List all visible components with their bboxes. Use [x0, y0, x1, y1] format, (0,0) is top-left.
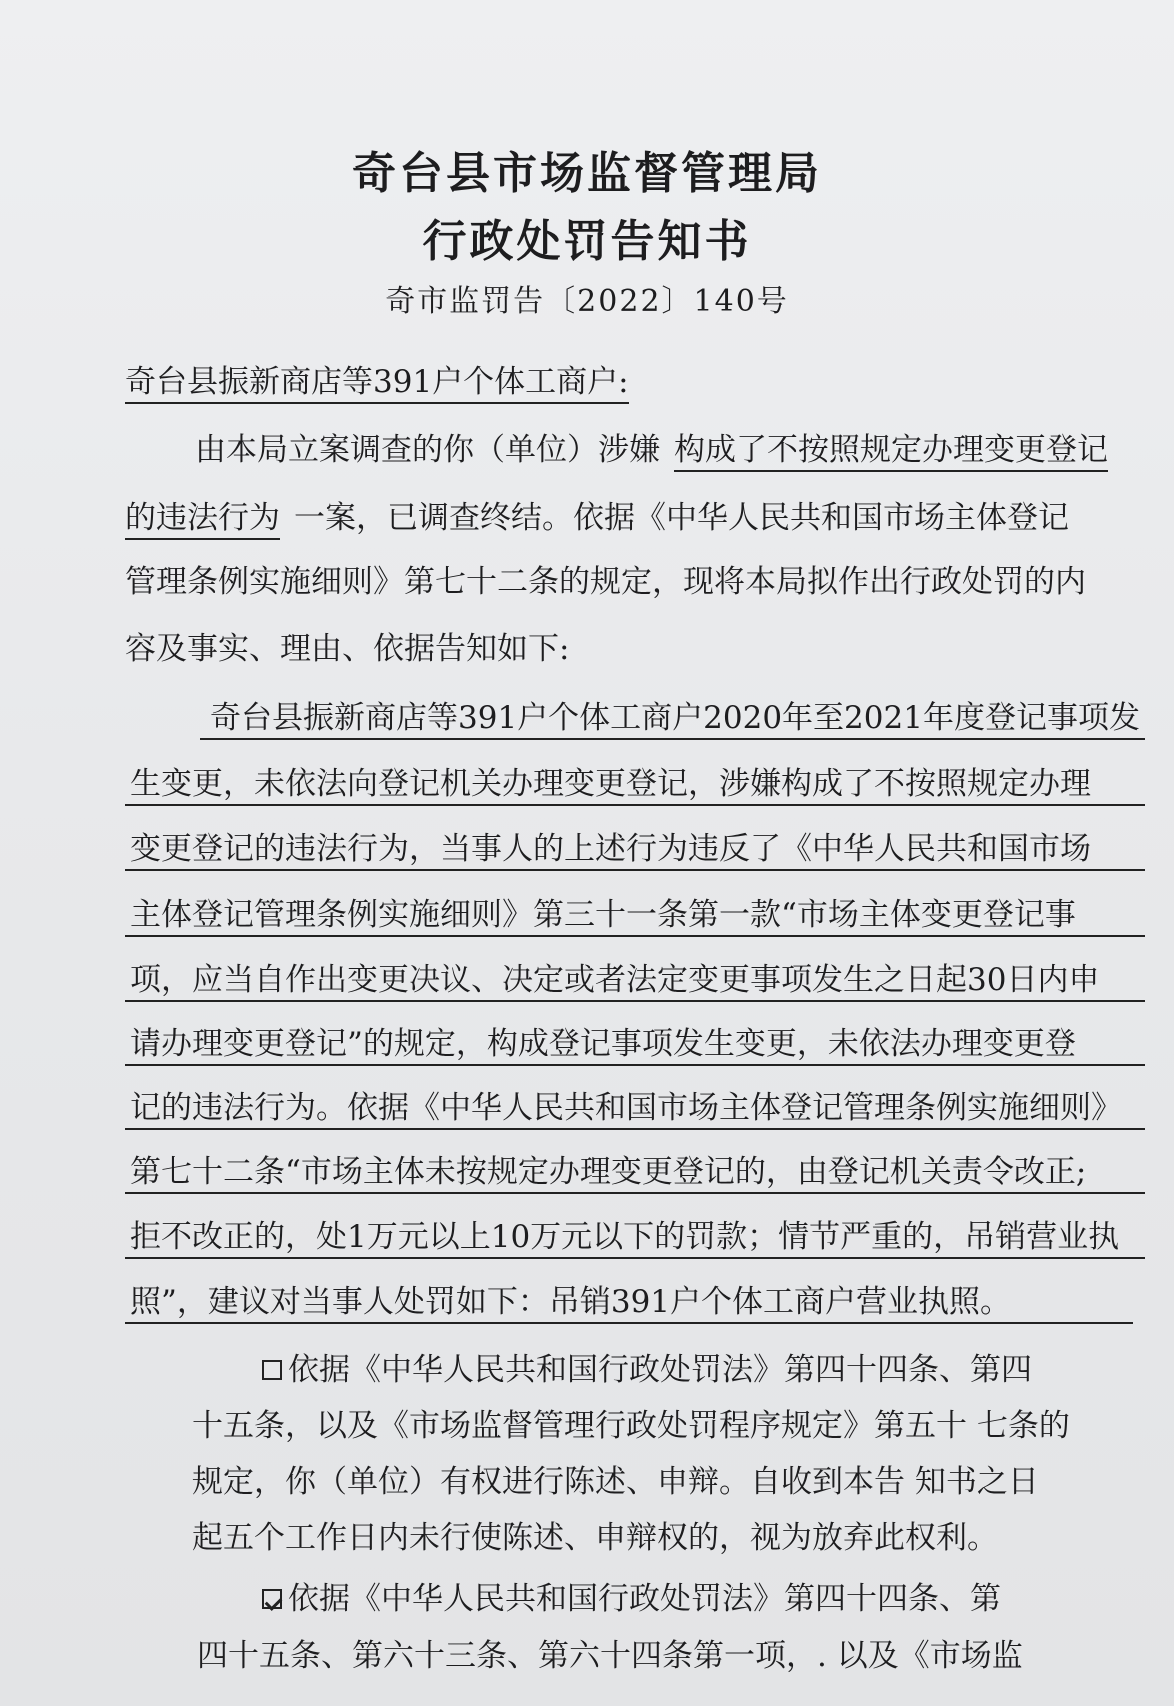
facts-line-7: 记的违法行为。依据《中华人民共和国市场主体登记管理条例实施细则》 — [130, 1090, 1122, 1126]
facts-line-8: 第七十二条“市场主体未按规定办理变更登记的，由登记机关责令改正; — [130, 1154, 1087, 1190]
intro-text-2: 一案，已调查终结。依据《中华人民共和国市场主体登记 — [294, 500, 1069, 536]
intro-line-3: 管理条例实施细则》第七十二条的规定，现将本局拟作出行政处罚的内 — [125, 564, 1086, 600]
facts-line-4: 主体登记管理条例实施细则》第三十一条第一款“市场主体变更登记事 — [130, 897, 1076, 933]
underline-rule — [125, 869, 1145, 871]
option2-line-1 — [262, 1577, 1072, 1621]
underline-rule — [125, 1192, 1145, 1194]
violation-underlined: 构成了不按照规定办理变更登记 — [674, 432, 1108, 472]
option1-line-2: 十五条，以及《市场监督管理行政处罚程序规定》第五十 七条的 — [192, 1408, 1070, 1444]
option2-text: 依据《中华人民共和国行政处罚法》第四十四条、第 — [288, 1581, 1001, 1617]
option2-checkbox[interactable] — [262, 1589, 282, 1609]
intro-line-2 — [125, 496, 1155, 540]
option1-line-3: 规定，你（单位）有权进行陈述、申辩。自收到本告 知书之日 — [192, 1464, 1039, 1500]
option2-line-2: 四十五条、第六十三条、第六十四条第一项，. 以及《市场监 — [197, 1638, 1023, 1674]
underline-rule — [200, 738, 1145, 740]
facts-line-6: 请办理变更登记”的规定，构成登记事项发生变更，未依法办理变更登 — [130, 1026, 1076, 1062]
option1-line-1 — [262, 1348, 1062, 1392]
facts-line-1: 奇台县振新商店等391户个体工商户2020年至2021年度登记事项发 — [210, 700, 1140, 736]
intro-text: 由本局立案调查的你（单位）涉嫌 — [195, 432, 660, 468]
facts-line-9: 拒不改正的，处1万元以上10万元以下的罚款；情节严重的，吊销营业执 — [130, 1219, 1120, 1255]
underline-rule — [125, 1322, 1133, 1324]
intro-line-4: 容及事实、理由、依据告知如下: — [125, 631, 570, 667]
facts-line-2: 生变更，未依法向登记机关办理变更登记，涉嫌构成了不按照规定办理 — [130, 766, 1091, 802]
option1-line-4: 起五个工作日内未行使陈述、申辩权的，视为放弃此权利。 — [192, 1520, 998, 1556]
underline-rule — [125, 1064, 1145, 1066]
option1-checkbox[interactable] — [262, 1360, 282, 1380]
agency-title: 奇台县市场监督管理局 — [352, 148, 822, 199]
facts-line-3: 变更登记的违法行为，当事人的上述行为违反了《中华人民共和国市场 — [130, 831, 1091, 867]
underline-rule — [125, 1000, 1145, 1002]
underline-rule — [125, 804, 1145, 806]
document-number: 奇市监罚告〔2022〕140号 — [385, 284, 789, 319]
underline-rule — [125, 1257, 1145, 1259]
option1-text: 依据《中华人民共和国行政处罚法》第四十四条、第四 — [288, 1352, 1032, 1388]
intro-line-1 — [195, 428, 1155, 472]
violation-underlined-2: 的违法行为 — [125, 500, 280, 540]
document-title: 行政处罚告知书 — [422, 216, 752, 267]
facts-line-5: 项，应当自作出变更决议、决定或者法定变更事项发生之日起30日内申 — [130, 962, 1100, 998]
underline-rule — [125, 935, 1145, 937]
recipient-text: 奇台县振新商店等391户个体工商户: — [125, 364, 629, 404]
underline-rule — [125, 1128, 1145, 1130]
recipient — [125, 360, 629, 404]
facts-line-10: 照”，建议对当事人处罚如下：吊销391户个体工商户营业执照。 — [130, 1284, 1012, 1320]
